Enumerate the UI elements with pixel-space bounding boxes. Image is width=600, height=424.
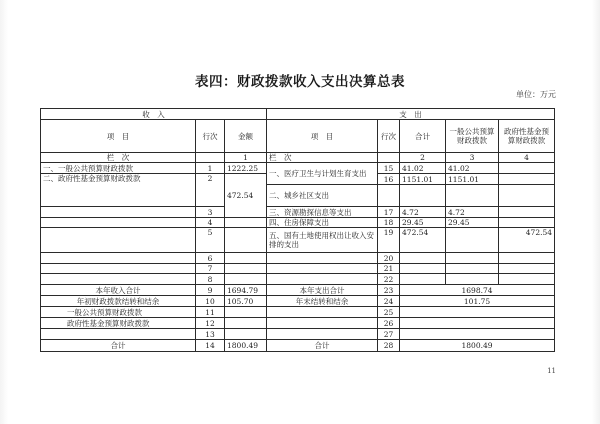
expense-total [400, 185, 446, 207]
expense-total [400, 318, 555, 329]
expense-fund [499, 253, 555, 264]
income-amount [225, 218, 267, 228]
table-row [41, 218, 555, 228]
expense-item: 年末结转和结余 [267, 296, 378, 307]
expense-fund [499, 185, 555, 207]
income-item: 一般公共预算财政拨款 [41, 307, 196, 318]
income-row-no: 14 [196, 340, 225, 352]
expense-fund [499, 264, 555, 274]
expense-general: 41.02 [446, 163, 499, 174]
income-item: 合计 [41, 340, 196, 352]
expense-item [267, 318, 378, 329]
section-header-row [41, 109, 555, 120]
income-item: 一、一般公共预算财政拨款 [41, 163, 196, 174]
expense-general [446, 274, 499, 285]
table-row [41, 307, 555, 318]
expense-general [446, 185, 499, 207]
expense-row-no: 21 [378, 264, 400, 274]
income-amount: 1800.49 [225, 340, 267, 352]
table-row [41, 296, 555, 307]
income-amount [225, 253, 267, 264]
index-cell: 栏 次 [267, 153, 378, 163]
index-cell: 栏 次 [41, 153, 196, 163]
expense-total [400, 274, 446, 285]
table-row [41, 340, 555, 352]
col-header-fund-budget: 政府性基金预算财政拨款 [499, 120, 555, 153]
index-cell: 2 [400, 153, 446, 163]
expense-total [400, 329, 555, 340]
income-item: 二、政府性基金预算财政拨款 [41, 174, 196, 207]
table-row [41, 228, 555, 253]
expense-row-no [378, 185, 400, 207]
expense-row-no: 15 [378, 163, 400, 174]
expense-fund: 472.54 [499, 228, 555, 253]
income-row-no: 9 [196, 285, 225, 296]
expense-row-no: 26 [378, 318, 400, 329]
income-amount [225, 329, 267, 340]
column-header-row [41, 120, 555, 153]
table-row [41, 318, 555, 329]
expense-item: 三、资源勘探信息等支出 [267, 207, 378, 218]
income-amount [225, 318, 267, 329]
income-item [41, 264, 196, 274]
expense-general [446, 228, 499, 253]
income-item [41, 253, 196, 264]
document-title: 表四：财政拨款收入支出决算总表 [195, 74, 405, 90]
col-header-expense-item: 项 目 [267, 120, 378, 153]
income-row-no: 12 [196, 318, 225, 329]
income-row-no: 11 [196, 307, 225, 318]
income-row-no: 10 [196, 296, 225, 307]
expense-row-no: 23 [378, 285, 400, 296]
income-amount: 472.54 [225, 174, 267, 218]
expense-general: 1151.01 [446, 174, 499, 185]
income-item: 政府性基金预算财政拨款 [41, 318, 196, 329]
index-cell: 3 [446, 153, 499, 163]
income-amount: 105.70 [225, 296, 267, 307]
expense-item: 四、住房保障支出 [267, 218, 378, 228]
expense-item: 合计 [267, 340, 378, 352]
col-header-expense-row: 行次 [378, 120, 400, 153]
table-row [41, 264, 555, 274]
expense-total [400, 253, 446, 264]
expense-general: 29.45 [446, 218, 499, 228]
income-amount: 1694.79 [225, 285, 267, 296]
income-row-no: 13 [196, 329, 225, 340]
expense-item: 一、医疗卫生与计划生育支出 [267, 163, 378, 185]
expense-section-header: 支 出 [267, 109, 555, 120]
unit-label: 单位：万元 [516, 90, 556, 99]
income-item [41, 207, 196, 218]
expense-item [267, 253, 378, 264]
expense-row-no: 24 [378, 296, 400, 307]
budget-table [40, 108, 555, 352]
table-row [41, 285, 555, 296]
expense-total: 41.02 [400, 163, 446, 174]
expense-fund [499, 207, 555, 218]
expense-fund [499, 218, 555, 228]
expense-row-no: 16 [378, 174, 400, 185]
index-cell [378, 153, 400, 163]
expense-row-no: 27 [378, 329, 400, 340]
expense-row-no: 20 [378, 253, 400, 264]
expense-total: 29.45 [400, 218, 446, 228]
index-cell: 1 [225, 153, 267, 163]
expense-total: 1800.49 [400, 340, 555, 352]
expense-row-no: 18 [378, 218, 400, 228]
expense-item: 二、城乡社区支出 [267, 185, 378, 207]
col-header-general-budget: 一般公共预算财政拨款 [446, 120, 499, 153]
expense-total: 1698.74 [400, 285, 555, 296]
page-number: 11 [547, 367, 556, 375]
income-amount: 1222.25 [225, 163, 267, 174]
expense-item [267, 307, 378, 318]
col-header-income-row: 行次 [196, 120, 225, 153]
expense-row-no: 28 [378, 340, 400, 352]
income-item [41, 274, 196, 285]
income-item [41, 218, 196, 228]
table-row [41, 274, 555, 285]
income-row-no: 3 [196, 207, 225, 218]
expense-total: 472.54 [400, 228, 446, 253]
income-item [41, 329, 196, 340]
expense-total [400, 264, 446, 274]
expense-total: 1151.01 [400, 174, 446, 185]
income-item [41, 228, 196, 253]
table-row [41, 253, 555, 264]
income-row-no: 5 [196, 228, 225, 253]
income-row-no: 7 [196, 264, 225, 274]
expense-total [400, 307, 555, 318]
expense-item [267, 274, 378, 285]
col-header-income-item: 项 目 [41, 120, 196, 153]
income-row-no: 8 [196, 274, 225, 285]
expense-item [267, 329, 378, 340]
table-row [41, 163, 555, 174]
expense-row-no: 17 [378, 207, 400, 218]
expense-fund [499, 174, 555, 185]
income-row-no: 4 [196, 218, 225, 228]
index-cell: 4 [499, 153, 555, 163]
expense-item: 五、国有土地使用权出让收入安排的支出 [267, 228, 378, 253]
expense-general [446, 253, 499, 264]
income-amount [225, 264, 267, 274]
expense-general [446, 264, 499, 274]
column-index-row [41, 153, 555, 163]
index-cell [196, 153, 225, 163]
income-item: 年初财政拨款结转和结余 [41, 296, 196, 307]
income-section-header: 收 入 [41, 109, 267, 120]
income-amount [225, 307, 267, 318]
col-header-total: 合计 [400, 120, 446, 153]
col-header-income-amount: 金额 [225, 120, 267, 153]
expense-item: 本年支出合计 [267, 285, 378, 296]
table-row [41, 329, 555, 340]
income-row-no: 6 [196, 253, 225, 264]
income-amount [225, 228, 267, 253]
expense-fund [499, 163, 555, 174]
income-amount [225, 274, 267, 285]
table-row [41, 207, 555, 218]
expense-row-no: 19 [378, 228, 400, 253]
income-row-no: 2 [196, 174, 225, 207]
expense-row-no: 22 [378, 274, 400, 285]
income-item: 本年收入合计 [41, 285, 196, 296]
income-row-no: 1 [196, 163, 225, 174]
expense-row-no: 25 [378, 307, 400, 318]
expense-total: 101.75 [400, 296, 555, 307]
expense-fund [499, 274, 555, 285]
expense-general: 4.72 [446, 207, 499, 218]
expense-item [267, 264, 378, 274]
expense-total: 4.72 [400, 207, 446, 218]
